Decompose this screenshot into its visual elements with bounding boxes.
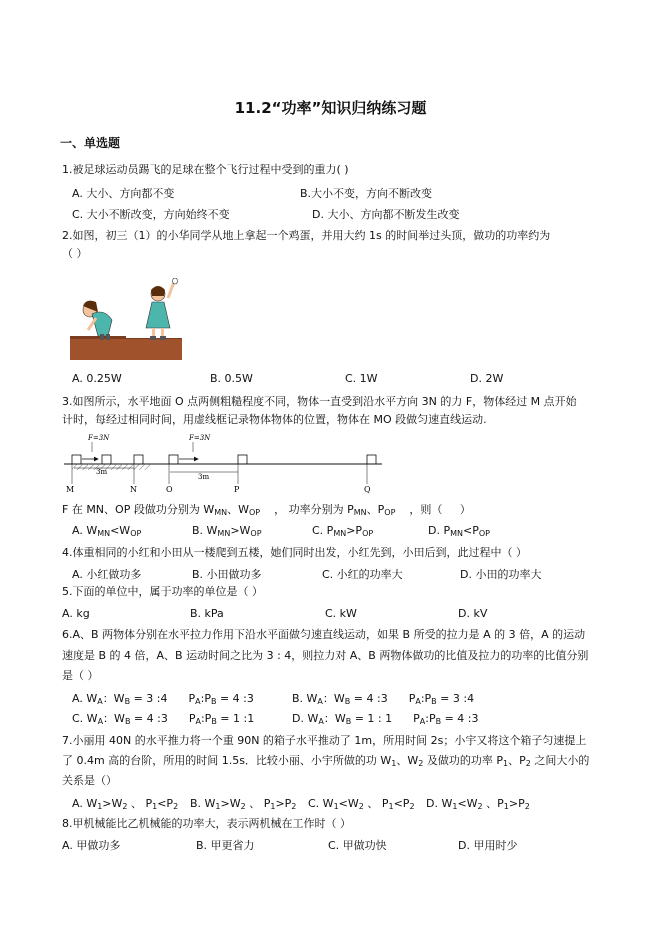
page-title: 11.2“功率”知识归纳练习题: [234, 99, 427, 117]
force-label-2: F=3N: [189, 434, 211, 442]
point-o: O: [166, 485, 173, 494]
point-n: N: [130, 485, 137, 494]
section-heading: 一、单选题: [60, 136, 121, 150]
question-1-stem: 1.被足球运动员踢飞的足球在整个飞行过程中受到的重力( ): [62, 163, 349, 176]
q7-option-d: D. $W_1<W_2$ 、$P_1>P_2$: [426, 797, 530, 811]
q7-option-b: B. $W_1>W_2$ 、 $P_1>P_2$: [190, 797, 297, 811]
q7-option-a: A. $W_1>W_2$ 、 $P_1<P_2$: [72, 797, 179, 811]
question-7-line-1: 7.小丽用 40N 的水平推力将一个重 90N 的箱子水平推动了 1m，所用时间 2s；小宇又将这个箱子匀速提上: [62, 734, 587, 747]
q4-option-b: B. 小田做功多: [192, 568, 262, 581]
q5-option-a: A. kg: [62, 607, 90, 620]
q1-option-d: D. 大小、方向都不断发生改变: [312, 208, 460, 221]
q8-option-b: B. 甲更省力: [196, 839, 255, 852]
q7-option-c: C. $W_1<W_2$ 、 $P_1<P_2$: [308, 797, 415, 811]
point-p: P: [234, 485, 240, 494]
q3-option-a: A. $W_{MN}<W_{OP}$: [72, 524, 142, 538]
point-m: M: [66, 485, 75, 494]
question-3-stem-cont: 计时，每经过相同时间，用虚线框记录物体物体的位置，物体在 MO 段做匀速直线运动.: [62, 413, 487, 426]
q2-option-a: A. 0.25W: [72, 372, 122, 385]
q4-option-c: C. 小红的功率大: [322, 568, 403, 581]
q4-option-a: A. 小红做功多: [72, 568, 142, 581]
q6-option-a: A. $W_A$：$W_B = 3$ :4 $P_A:P_B = 4$ :3: [72, 692, 254, 706]
question-3-sub-stem: F 在 MN、OP 段做功分别为 $W_{MN}$、$W_{OP}$ ， 功率分别为 $P_{MN}$、$P_{OP}$ ，则（ ）: [62, 503, 471, 517]
q8-option-d: D. 甲用时少: [458, 839, 518, 852]
question-6-line-2: 速度是 B 的 4 倍，A、B 运动时间之比为 3 : 4，则拉力对 A、B 两物体做功的比值及拉力的功率的比值分别: [62, 649, 589, 662]
q8-option-c: C. 甲做功快: [328, 839, 387, 852]
q5-option-c: C. kW: [325, 607, 357, 620]
distance-label-2: 3m: [198, 473, 210, 481]
force-label-1: F=3N: [88, 434, 110, 442]
q2-option-c: C. 1W: [345, 372, 378, 385]
q3-option-d: D. $P_{MN}<P_{OP}$: [428, 524, 490, 538]
question-6-line-3: 是（ ）: [62, 669, 99, 682]
question-2-stem-cont: （ ）: [62, 247, 88, 260]
q3-option-c: C. $P_{MN}>P_{OP}$: [312, 524, 374, 538]
distance-label-1: 3m: [96, 468, 108, 476]
force-track-diagram: [62, 428, 392, 494]
q1-option-a: A. 大小、方向都不变: [72, 187, 175, 200]
q6-option-c: C. $W_A$：$W_B = 4$ :3 $P_A:P_B = 1$ :1: [72, 712, 255, 726]
q1-option-b: B.大小不变，方向不断改变: [300, 187, 433, 200]
q6-option-b: B. $W_A$：$W_B = 4$ :3 $P_A:P_B = 3$ :4: [292, 692, 475, 706]
q3-option-b: B. $W_{MN}>W_{OP}$: [192, 524, 262, 538]
question-3-stem: 3.如图所示，水平地面 O 点两侧粗糙程度不同，物体一直受到沿水平方向 3N 的力 F，物体经过 M 点开始: [62, 395, 577, 408]
question-6-line-1: 6.A、B 两物体分别在水平拉力作用下沿水平面做匀速直线运动，如果 B 所受的拉力是 A 的 3 倍，A 的运动: [62, 628, 586, 641]
question-8-stem: 8.甲机械能比乙机械能的功率大，表示两机械在工作时（ ）: [62, 817, 351, 830]
q8-option-a: A. 甲做功多: [62, 839, 121, 852]
point-q: Q: [364, 485, 371, 494]
question-2-stem: 2.如图，初三（1）的小华同学从地上拿起一个鸡蛋，并用大约 1s 的时间举过头顶，做功的功率约为: [62, 229, 551, 242]
question-7-line-2: 了 0.4m 高的台阶，所用的时间 1.5s．比较小丽、小宇所做的功 $W_1$、$W_2$ 及做功的功率 $P_1$、$P_2$ 之间大小的: [62, 754, 590, 768]
question-5-stem: 5.下面的单位中，属于功率的单位是（ ）: [62, 585, 263, 598]
q5-option-d: D. kV: [458, 607, 488, 620]
q2-option-d: D. 2W: [470, 372, 504, 385]
q4-option-d: D. 小田的功率大: [460, 568, 542, 581]
question-7-line-3: 关系是（）: [62, 774, 117, 787]
q6-option-d: D. $W_A$：$W_B = 1$ : 1 $P_A:P_B = 4$ :3: [292, 712, 479, 726]
girl-lifting-egg-illustration: [70, 278, 182, 360]
q1-option-c: C. 大小不断改变，方向始终不变: [72, 208, 230, 221]
q5-option-b: B. kPa: [190, 607, 224, 620]
q2-option-b: B. 0.5W: [210, 372, 253, 385]
question-4-stem: 4.体重相同的小红和小田从一楼爬到五楼，她们同时出发，小红先到，小田后到，此过程中（ ）: [62, 546, 527, 559]
